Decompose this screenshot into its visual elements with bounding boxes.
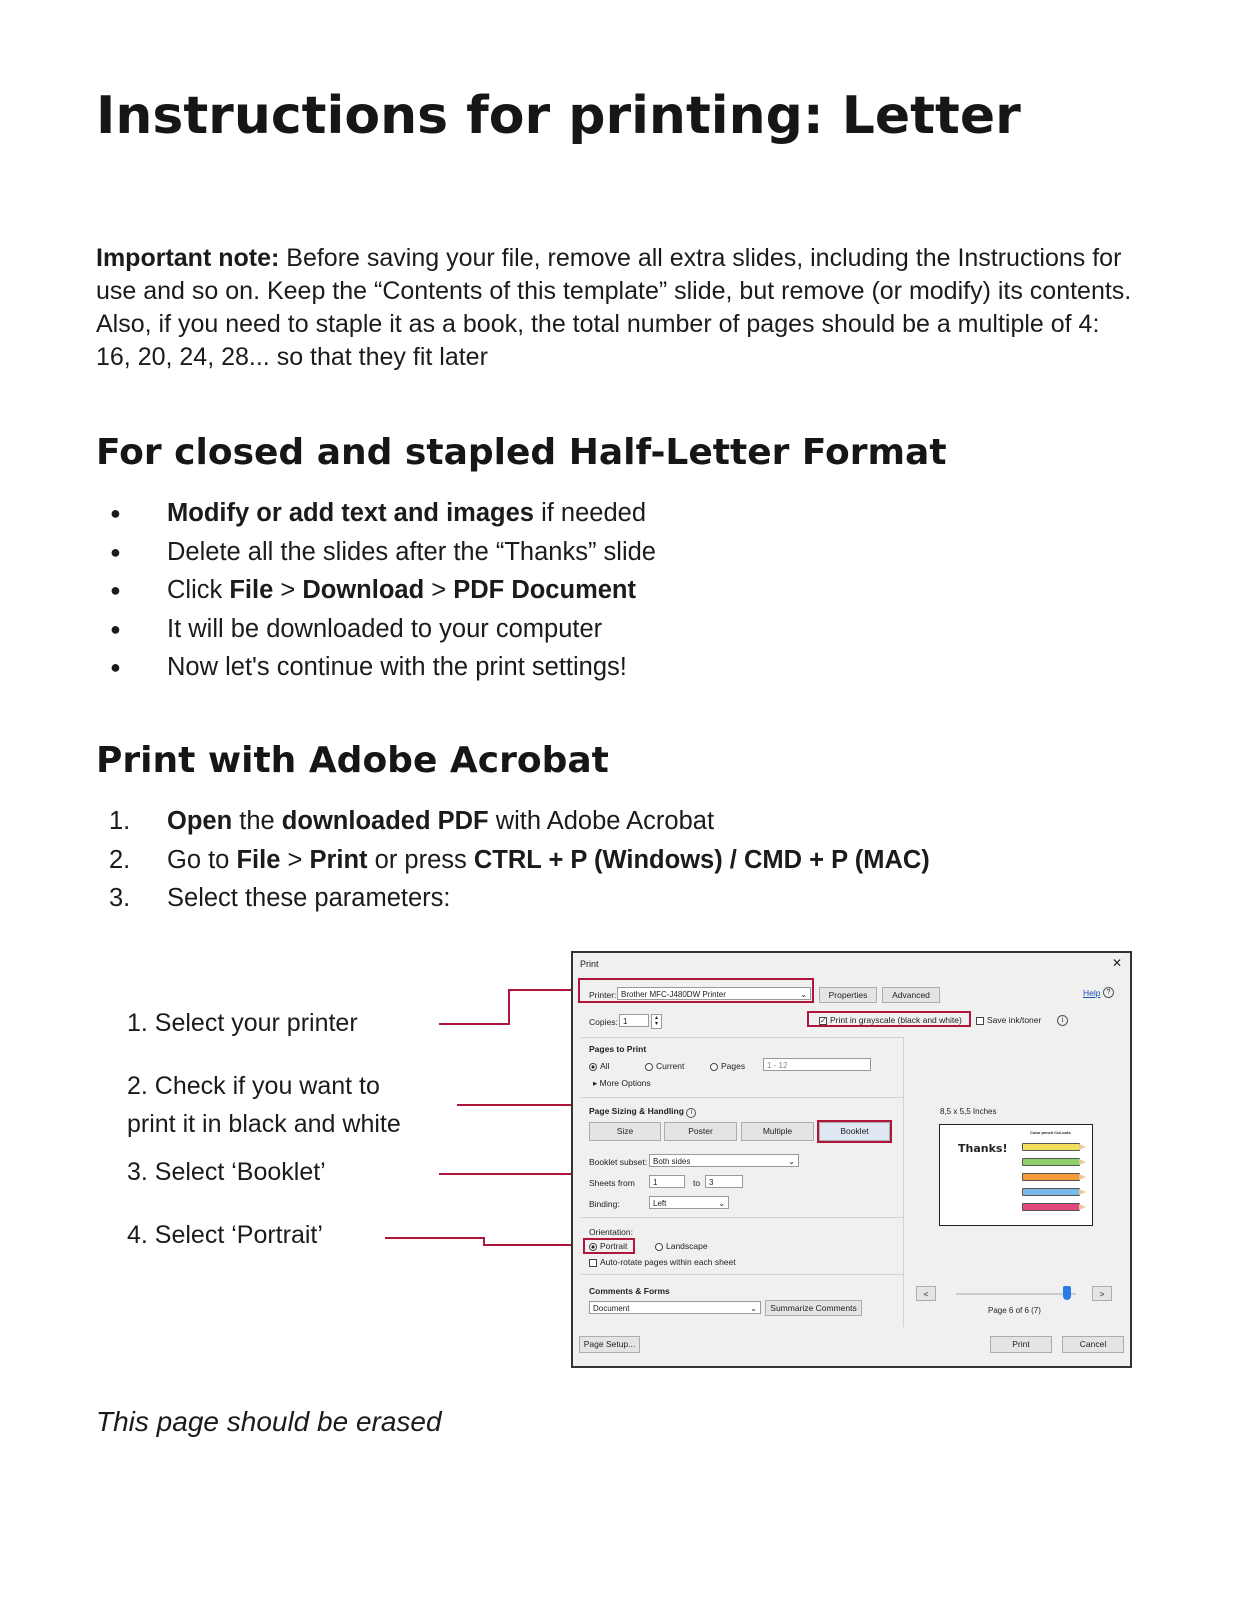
list-item-text: PDF Document xyxy=(453,576,636,604)
list-item-text: Select these parameters: xyxy=(167,884,451,912)
erase-notice: This page should be erased xyxy=(96,1406,442,1437)
orientation-label: Orientation: xyxy=(589,1227,633,1237)
checkbox-icon[interactable] xyxy=(976,1017,984,1025)
highlight-grayscale xyxy=(807,1011,971,1027)
divider xyxy=(581,1217,903,1218)
radio-portrait-label: Portrait xyxy=(600,1241,628,1251)
list-item-text: if needed xyxy=(533,499,646,527)
pages-range-input[interactable]: 1 - 12 xyxy=(763,1058,871,1071)
dialog-title: Print xyxy=(580,959,599,969)
grayscale-label: Print in grayscale (black and white) xyxy=(830,1015,962,1025)
connector-line xyxy=(483,1244,578,1246)
page-title: Instructions for printing: Letter xyxy=(96,86,1021,146)
page-sizing-heading xyxy=(589,1106,696,1118)
list-item-text: File xyxy=(229,576,274,604)
chevron-down-icon: ⌄ xyxy=(718,1199,725,1208)
list-number: 2. xyxy=(109,845,131,874)
auto-rotate-option[interactable] xyxy=(589,1257,736,1267)
radio-icon[interactable] xyxy=(655,1243,663,1251)
divider xyxy=(903,1037,904,1327)
list-item-text: Now let's continue with the print settings! xyxy=(167,653,627,681)
prev-page-button[interactable]: < xyxy=(916,1286,936,1301)
list-item-text: CTRL + P (Windows) / CMD + P (MAC) xyxy=(473,845,930,874)
radio-landscape-label: Landscape xyxy=(666,1241,708,1251)
list-item-text: downloaded PDF xyxy=(281,807,489,835)
comments-select[interactable] xyxy=(589,1301,761,1314)
list-item-text: with Adobe Acrobat xyxy=(488,807,715,835)
callout-grayscale-line1: 2. Check if you want to xyxy=(127,1072,380,1100)
booklet-subset-value: Both sides xyxy=(653,1157,691,1166)
bullet-icon: ● xyxy=(110,657,121,677)
booklet-button[interactable]: Booklet xyxy=(819,1122,890,1141)
list-item xyxy=(96,571,656,610)
highlight-portrait xyxy=(583,1238,635,1254)
radio-current-label: Current xyxy=(656,1061,685,1071)
bullet-icon: ● xyxy=(110,503,121,523)
list-item-text: Delete all the slides after the “Thanks” slide xyxy=(167,537,656,566)
booklet-subset-select[interactable] xyxy=(649,1154,799,1167)
info-icon[interactable]: i xyxy=(1057,1015,1068,1026)
connector-line xyxy=(508,989,510,1025)
list-item-text: Modify or add text and images xyxy=(167,499,534,527)
copies-stepper[interactable]: ▴ ▾ xyxy=(651,1014,662,1029)
list-item-text: Go to xyxy=(167,845,237,874)
properties-button[interactable]: Properties xyxy=(819,987,877,1003)
save-ink-label: Save ink/toner xyxy=(987,1015,1042,1025)
booklet-subset-label: Booklet subset: xyxy=(589,1157,648,1167)
section-heading-half-letter: For closed and stapled Half-Letter Format xyxy=(96,432,947,473)
bullet-icon: ● xyxy=(110,580,121,600)
pencil-icon xyxy=(1022,1188,1080,1196)
divider xyxy=(581,1037,903,1038)
callout-portrait: 4. Select ‘Portrait’ xyxy=(127,1221,323,1249)
list-item-text: Click xyxy=(167,576,230,604)
sheets-from-label: Sheets from xyxy=(589,1178,635,1188)
bullet-icon: ● xyxy=(110,541,121,562)
pencil-icon xyxy=(1022,1143,1080,1151)
page-slider-track[interactable] xyxy=(956,1293,1076,1295)
page-indicator: Page 6 of 6 (7) xyxy=(988,1306,1041,1315)
list-item-text: It will be downloaded to your computer xyxy=(167,614,603,643)
callout-booklet: 3. Select ‘Booklet’ xyxy=(127,1158,326,1186)
highlight-booklet xyxy=(817,1120,892,1143)
to-label: to xyxy=(693,1178,701,1188)
radio-pages-label: Pages xyxy=(721,1061,746,1071)
chevron-down-icon: ⌄ xyxy=(750,1304,757,1313)
close-icon[interactable]: ✕ xyxy=(1111,956,1122,970)
important-note xyxy=(96,242,1136,374)
pencil-icon xyxy=(1022,1158,1080,1166)
copies-input[interactable]: 1 xyxy=(619,1014,649,1027)
list-item xyxy=(96,648,656,687)
pages-to-print-heading: Pages to Print xyxy=(589,1044,647,1054)
list-item-text: the xyxy=(232,807,282,835)
chevron-down-icon: ⌄ xyxy=(788,1157,795,1166)
list-item xyxy=(96,879,930,918)
preview-heading: Color pencil Cut-outs xyxy=(1030,1130,1071,1135)
list-item-text: Open xyxy=(167,807,233,835)
note-text: Before saving your file, remove all extra slides, including the Instructions for use and so on. Keep the “Contents of this template” slide, but remove (or modify) its contents. Also, if you need to staple it as a book, the total number of pages should be a multiple of 4: 16, 20, 24, 28... so that they fit later xyxy=(96,244,1132,371)
help-icon[interactable]: ? xyxy=(1103,987,1114,998)
more-options-toggle[interactable] xyxy=(593,1078,651,1089)
radio-current[interactable] xyxy=(645,1061,684,1071)
list-item-text: Download xyxy=(302,576,425,604)
page-sizing-label: Page Sizing & Handling xyxy=(589,1106,684,1116)
binding-value: Left xyxy=(653,1199,667,1208)
comments-value: Document xyxy=(593,1304,630,1313)
highlight-printer xyxy=(578,978,814,1003)
binding-select[interactable] xyxy=(649,1196,729,1209)
list-item xyxy=(96,802,930,841)
more-options-label: More Options xyxy=(599,1078,651,1088)
radio-pages[interactable] xyxy=(710,1061,745,1071)
list-item-text: > xyxy=(280,845,310,874)
checkbox-icon[interactable] xyxy=(589,1259,597,1267)
radio-all-label: All xyxy=(600,1061,610,1071)
radio-icon[interactable] xyxy=(710,1063,718,1071)
radio-landscape[interactable] xyxy=(655,1241,708,1251)
preview-thanks: Thanks! xyxy=(958,1142,1008,1155)
size-button[interactable]: Size xyxy=(589,1122,661,1141)
sheets-to-input[interactable]: 3 xyxy=(705,1175,743,1188)
save-ink-option[interactable] xyxy=(976,1015,1041,1025)
auto-rotate-label: Auto-rotate pages within each sheet xyxy=(600,1257,736,1267)
poster-button[interactable]: Poster xyxy=(664,1122,737,1141)
list-item-text: > xyxy=(273,576,303,604)
adobe-steps xyxy=(96,802,930,918)
advanced-button[interactable]: Advanced xyxy=(882,987,940,1003)
note-label: Important note: xyxy=(96,244,280,272)
print-dialog xyxy=(571,951,1132,1368)
pencil-icon xyxy=(1022,1173,1080,1181)
triangle-right-icon: ▸ xyxy=(593,1078,600,1088)
printer-value: Brother MFC-J480DW Printer xyxy=(621,990,726,999)
connector-line xyxy=(508,989,578,991)
connector-line xyxy=(439,1023,509,1025)
printer-label: Printer: xyxy=(589,990,617,1000)
checkbox-checked-icon[interactable]: ✓ xyxy=(820,1015,827,1025)
info-icon[interactable]: i xyxy=(686,1108,696,1118)
multiple-button[interactable]: Multiple xyxy=(741,1122,814,1141)
divider xyxy=(581,1097,903,1098)
bullet-icon: ● xyxy=(110,618,121,639)
sheets-from-input[interactable]: 1 xyxy=(649,1175,685,1188)
section-heading-adobe: Print with Adobe Acrobat xyxy=(96,740,609,781)
divider xyxy=(581,1274,903,1275)
radio-icon[interactable] xyxy=(645,1063,653,1071)
pencil-icon xyxy=(1022,1203,1080,1211)
list-number: 3. xyxy=(109,884,131,912)
list-item xyxy=(96,533,656,572)
summarize-comments-button[interactable]: Summarize Comments xyxy=(765,1300,862,1316)
comments-forms-heading: Comments & Forms xyxy=(589,1286,670,1296)
help-link[interactable]: Help xyxy=(1083,988,1101,998)
radio-selected-icon[interactable] xyxy=(589,1063,597,1071)
page-setup-button[interactable]: Page Setup... xyxy=(579,1336,640,1353)
page-slider-thumb[interactable] xyxy=(1063,1286,1071,1300)
list-item xyxy=(96,610,656,649)
callout-grayscale-line2: print it in black and white xyxy=(127,1110,401,1138)
list-item xyxy=(96,841,930,880)
next-page-button[interactable]: > xyxy=(1092,1286,1112,1301)
copies-label: Copies: xyxy=(589,1017,618,1027)
callout-printer: 1. Select your printer xyxy=(127,1009,358,1037)
half-letter-steps xyxy=(96,494,656,687)
list-item-text: > xyxy=(424,576,454,604)
page-preview xyxy=(939,1124,1093,1226)
list-item-text: File xyxy=(236,845,281,874)
radio-all[interactable] xyxy=(589,1061,609,1071)
cancel-button[interactable]: Cancel xyxy=(1062,1336,1124,1353)
binding-label: Binding: xyxy=(589,1199,620,1209)
list-number: 1. xyxy=(109,807,131,835)
print-button[interactable]: Print xyxy=(990,1336,1052,1353)
connector-line xyxy=(385,1237,485,1239)
list-item-text: or press xyxy=(367,845,474,874)
list-item-text: Print xyxy=(309,845,368,874)
list-item xyxy=(96,494,656,533)
chevron-down-icon: ⌄ xyxy=(800,990,807,999)
preview-size-label: 8,5 x 5,5 Inches xyxy=(940,1107,997,1116)
